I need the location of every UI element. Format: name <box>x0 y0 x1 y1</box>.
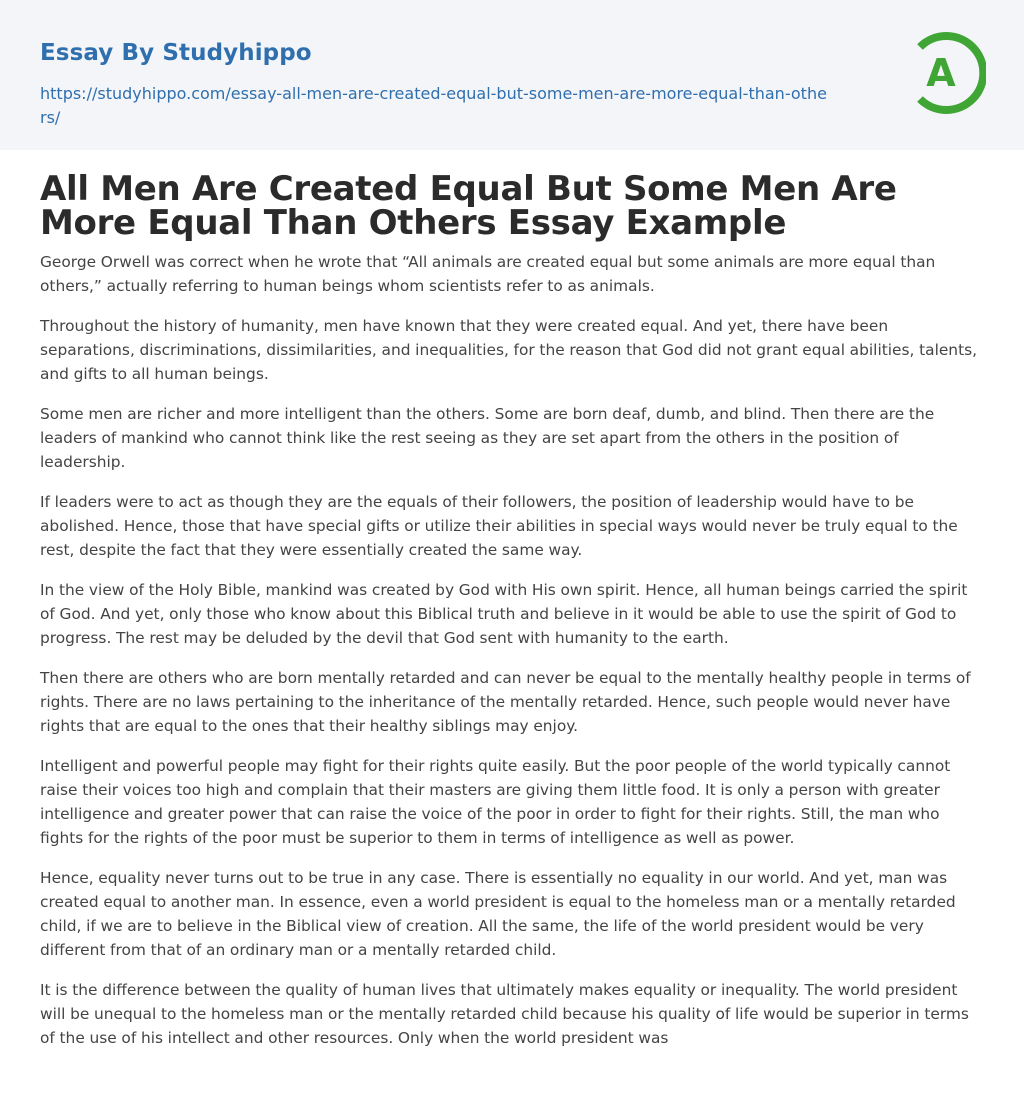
essay-paragraph: George Orwell was correct when he wrote that “All animals are created equal but some animals are more equal than others,” actually referring to human beings whom scientists refer to as animals. <box>40 253 936 295</box>
essay-paragraph: Intelligent and powerful people may fight for their rights quite easily. But the poor people of the world typically cannot raise their voices too high and complain that their masters are giving them little food. It is only a person with greater intelligence and greater power that can raise the voice of the poor in order to fight for their rights. Still, the man who fights for the rights of the poor must be superior to them in terms of intelligence as well as power. <box>40 757 951 847</box>
studyhippo-logo[interactable] <box>908 30 986 116</box>
logo-letter: A <box>926 51 956 95</box>
essay-paragraph: In the view of the Holy Bible, mankind was created by God with His own spirit. Hence, all human beings carried the spirit of God. And yet, only those who know about this Biblical truth and believe in it would be able to use the spirit of God to progress. The rest may be deluded by the devil that God sent with humanity to the earth. <box>40 581 968 647</box>
page-title: All Men Are Created Equal But Some Men Are More Equal Than Others Essay Example <box>40 169 897 243</box>
essay-paragraph: If leaders were to act as though they are the equals of their followers, the position of leadership would have to be abolished. Hence, those that have special gifts or utilize their abilities in special ways would never be truly equal to the rest, despite the fact that they were essentially created the same way. <box>40 493 958 559</box>
essay-paragraph: Then there are others who are born mentally retarded and can never be equal to the mentally healthy people in terms of rights. There are no laws pertaining to the inheritance of the mentally retarded. Hence, such people would never have rights that are equal to the ones that their healthy siblings may enjoy. <box>40 669 971 735</box>
essay-paragraph: It is the difference between the quality of human lives that ultimately makes equality or inequality. The world president will be unequal to the homeless man or the mentally retarded child because his quality of life would be superior in terms of the use of his intellect and other resources. Only when the world president was <box>40 981 969 1047</box>
essay-content <box>0 169 1024 1050</box>
essay-url-link[interactable]: https://studyhippo.com/essay-all-men-are-created-equal-but-some-men-are-more-equal-than-others/ <box>40 84 827 127</box>
essay-paragraph: Hence, equality never turns out to be true in any case. There is essentially no equality in our world. And yet, man was created equal to another man. In essence, even a world president is equal to the homeless man or a mentally retarded child, if we are to believe in the Biblical view of creation. All the same, the life of the world president would be very different from that of an ordinary man or a mentally retarded child. <box>40 869 956 959</box>
logo-ring-icon <box>908 30 986 116</box>
site-header <box>0 0 1024 150</box>
essay-paragraph: Throughout the history of humanity, men have known that they were created equal. And yet, there have been separations, discriminations, dissimilarities, and inequalities, for the reason that God did not grant equal abilities, talents, and gifts to all human beings. <box>40 317 978 383</box>
essay-paragraph: Some men are richer and more intelligent than the others. Some are born deaf, dumb, and blind. Then there are the leaders of mankind who cannot think like the rest seeing as they are set apart from the others in the position of leadership. <box>40 405 935 471</box>
site-title[interactable]: Essay By Studyhippo <box>40 40 312 66</box>
